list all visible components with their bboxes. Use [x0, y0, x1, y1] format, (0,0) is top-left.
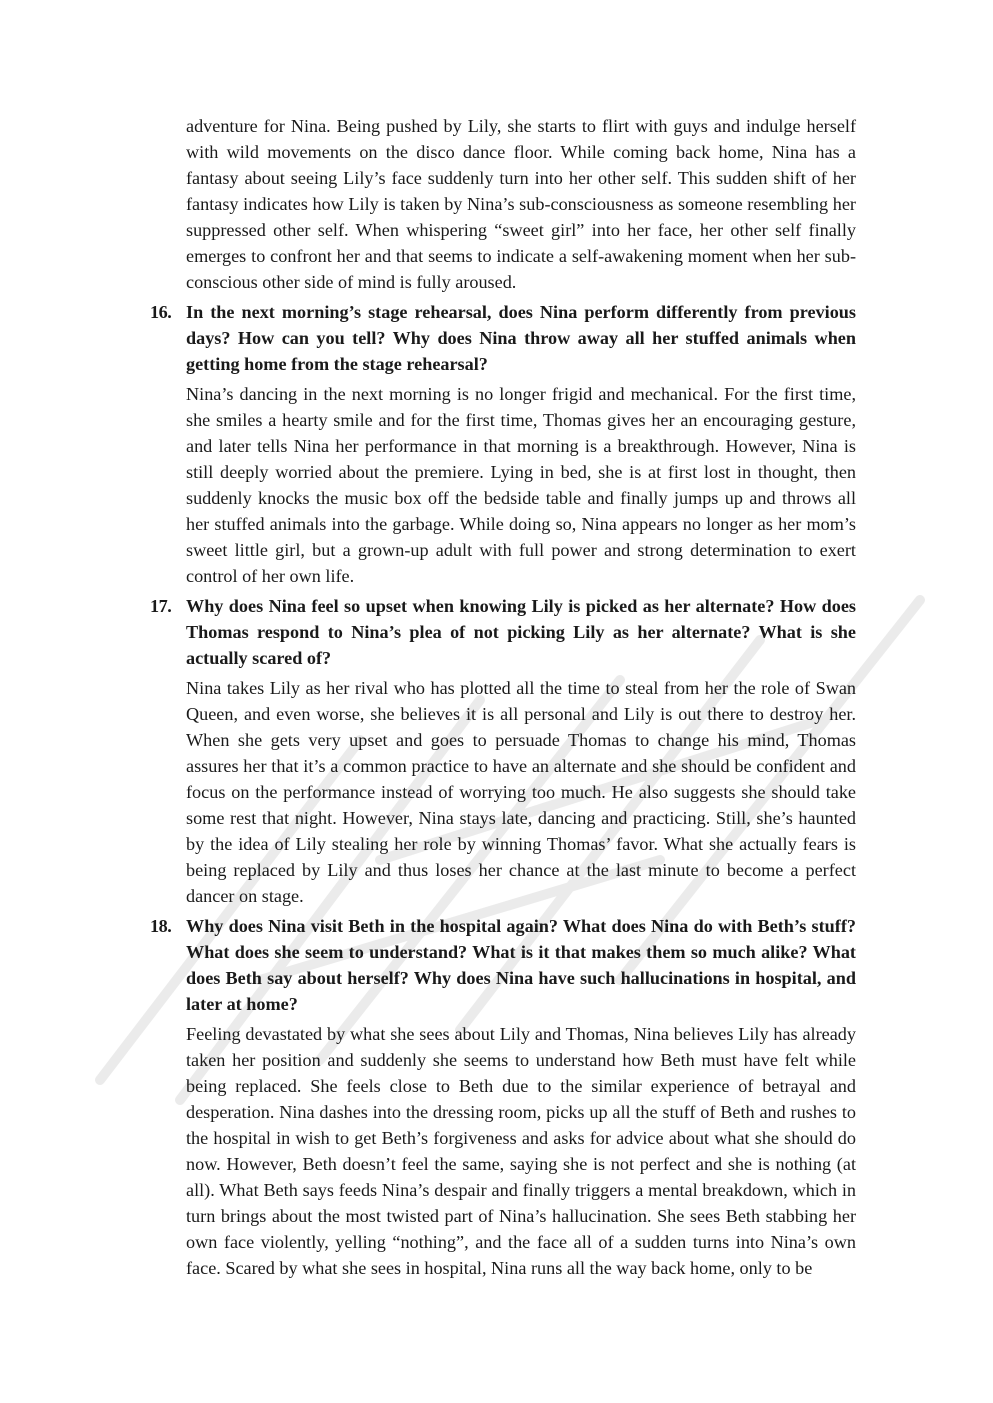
question-text: Why does Nina visit Beth in the hospital again? What does Nina do with Beth’s stuff? What does she seem to understand? What is it that makes them so much alike? What does Beth say about herself? Why does Nina have such hallucinations in hospital, and later at home? — [186, 916, 856, 1014]
question-number: 16. — [150, 302, 172, 322]
answer-16: Nina’s dancing in the next morning is no longer frigid and mechanical. For the first time, she smiles a hearty smile and for the first time, Thomas gives her an encouraging gesture, and later tells Nina her performance in that morning is a breakthrough. However, Nina is still deeply worried about the premiere. Lying in bed, she is at first lost in thought, then suddenly knocks the music box off the bedside table and finally jumps up and throws all her stuffed animals into the garbage. While doing so, Nina appears no longer as her mom’s sweet little girl, but a grown-up adult with full power and strong determination to exert control of her own life. — [186, 384, 856, 586]
answer-18: Feeling devastated by what she sees about Lily and Thomas, Nina believes Lily has already taken her position and suddenly she seems to understand how Beth must have felt while being replaced. She feels close to Beth due to the similar experience of betrayal and desperation. Nina dashes into the dressing room, picks up all the stuff of Beth and rushes to the hospital in wish to get Beth’s forgiveness and asks for advice about what she should do now. However, Beth doesn’t feel the same, saying she is not perfect and she is nothing (at all). What Beth says feeds Nina’s despair and finally triggers a mental breakdown, which in turn brings about the most twisted part of Nina’s hallucination. She sees Beth stabbing her own face violently, yelling “nothing”, and the face all of a sudden turns into Nina’s own face. Scared by what she sees in hospital, Nina runs all the way back home, only to be — [186, 1024, 856, 1278]
question-block-16 — [150, 299, 856, 589]
question-16 — [150, 299, 856, 377]
question-number: 17. — [150, 596, 172, 616]
question-text: In the next morning’s stage rehearsal, does Nina perform differently from previous days? How can you tell? Why does Nina throw away all her stuffed animals when getting home from the stage rehearsal? — [186, 302, 856, 374]
question-number: 18. — [150, 916, 172, 936]
question-block-17 — [150, 593, 856, 909]
question-block-18 — [150, 913, 856, 1281]
intro-paragraph: adventure for Nina. Being pushed by Lily, she starts to flirt with guys and indulge herself with wild movements on the disco dance floor. While coming back home, Nina has a fantasy about seeing Lily’s face suddenly turn into her other self. This sudden shift of her fantasy indicates how Lily is taken by Nina’s sub-consciousness as someone resembling her suppressed other self. When whispering “sweet girl” into her face, her other self finally emerges to confront her and that seems to indicate a self-awakening moment when her sub-conscious other side of mind is fully aroused. — [186, 116, 856, 292]
question-text: Why does Nina feel so upset when knowing Lily is picked as her alternate? How does Thomas respond to Nina’s plea of not picking Lily as her alternate? What is she actually scared of? — [186, 596, 856, 668]
question-17 — [150, 593, 856, 671]
document-content — [150, 113, 856, 1281]
question-18 — [150, 913, 856, 1017]
answer-17: Nina takes Lily as her rival who has plotted all the time to steal from her the role of Swan Queen, and even worse, she believes it is all personal and Lily is out there to destroy her. When she gets very upset and goes to persuade Thomas to change his mind, Thomas assures her that it’s a common practice to have an alternate and she should be confident and focus on the performance instead of worrying too much. He also suggests she should take some rest that night. However, Nina stays late, dancing and practicing. Still, she’s haunted by the idea of Lily stealing her role by winning Thomas’ favor. What she actually fears is being replaced by Lily and thus loses her chance at the last minute to become a perfect dancer on stage. — [186, 678, 856, 906]
